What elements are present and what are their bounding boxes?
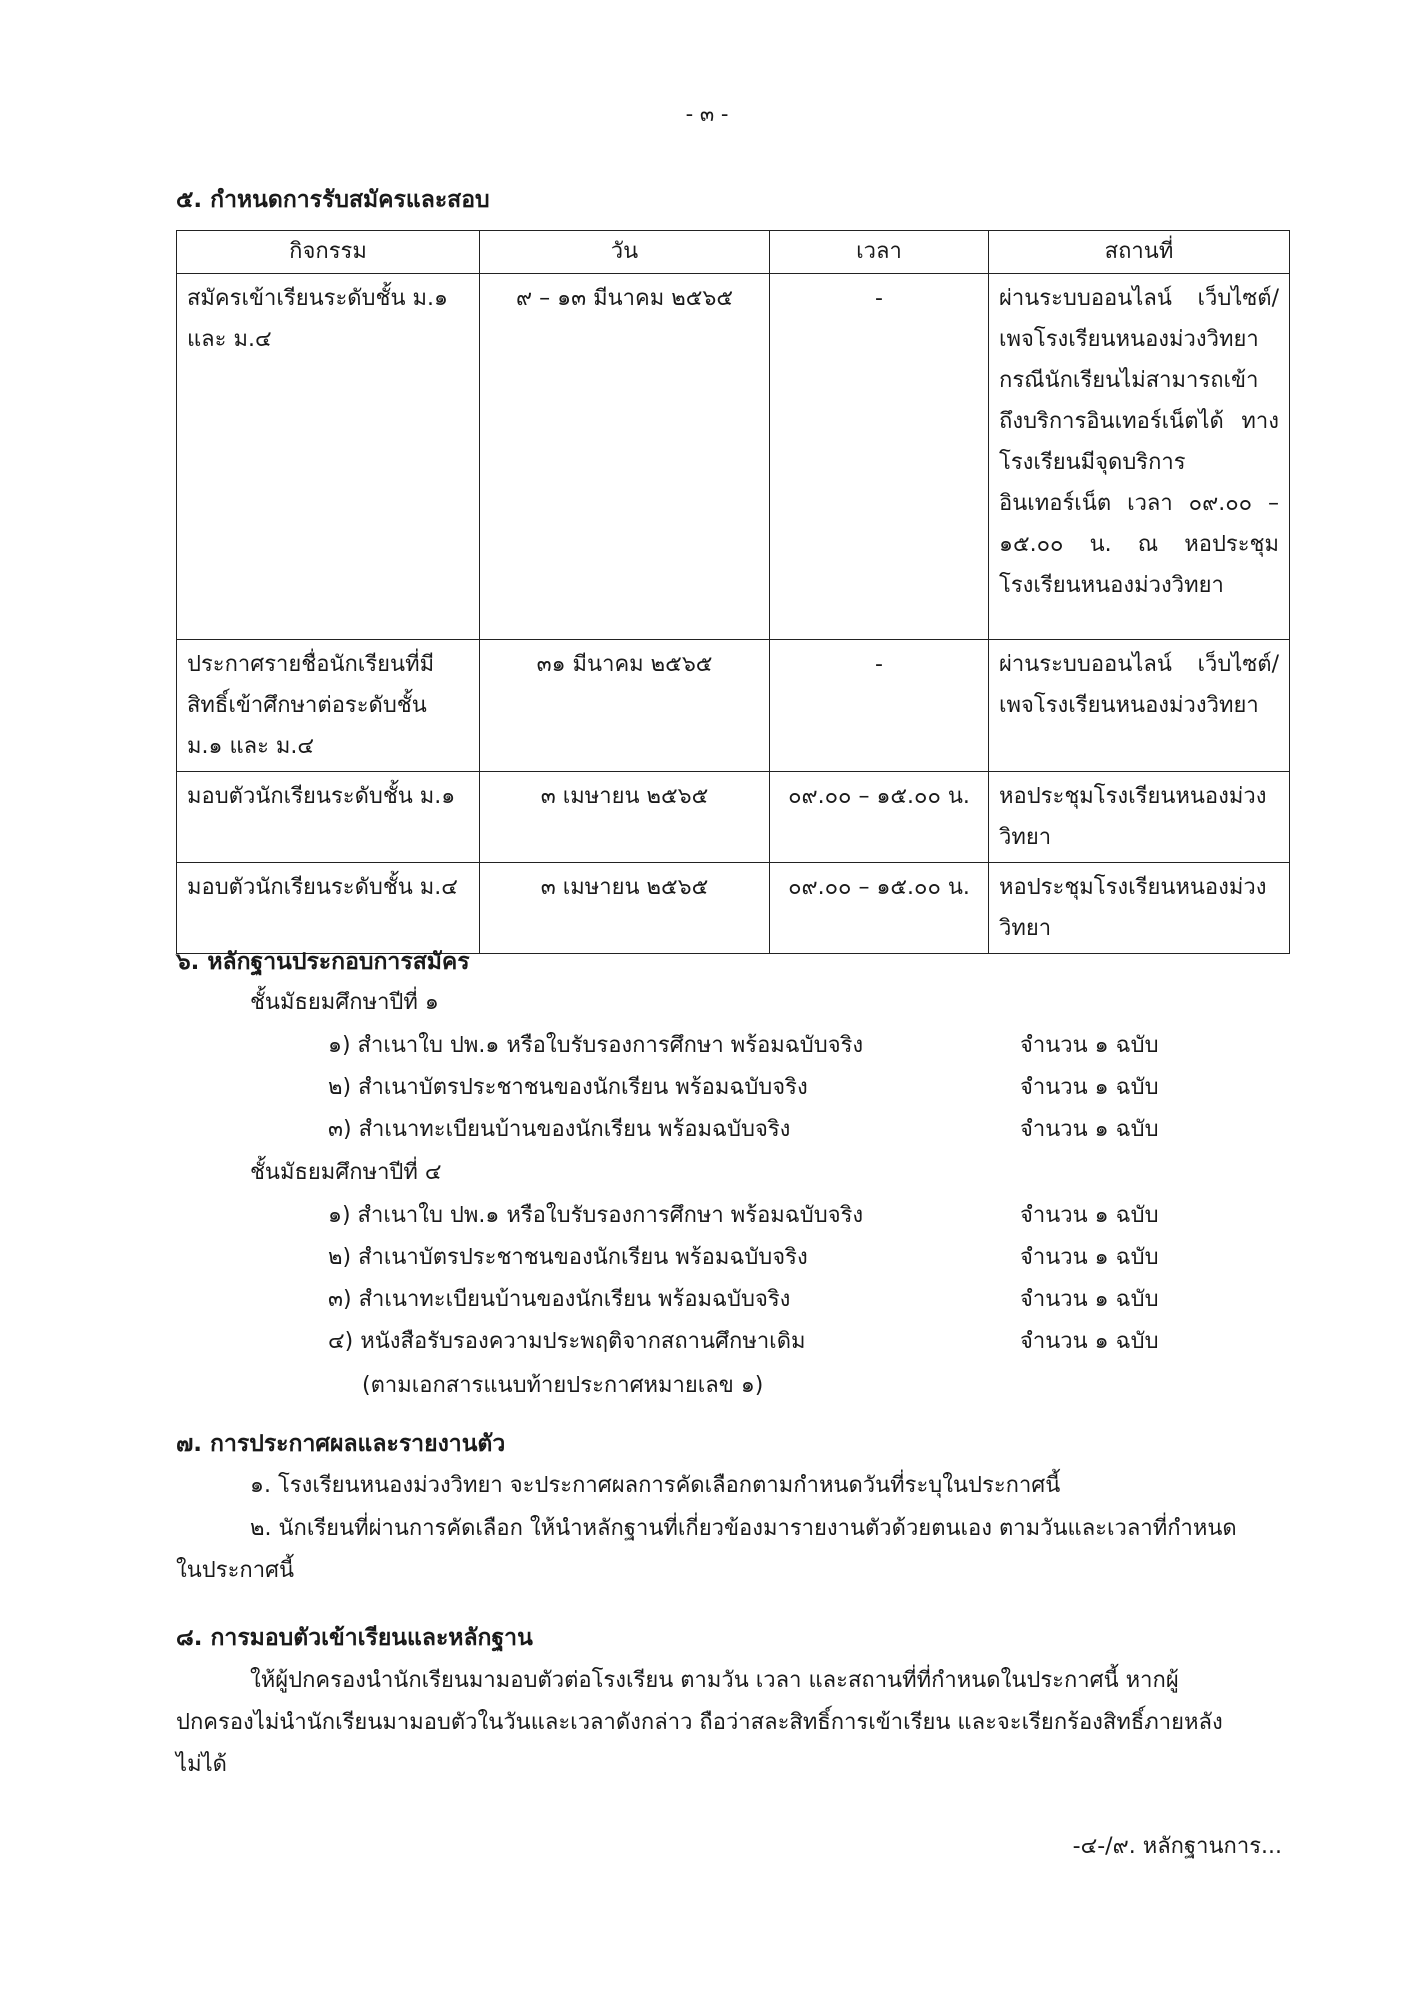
section6-heading: ๖. หลักฐานประกอบการสมัคร	[176, 949, 470, 975]
list-item: ๒) สำเนาบัตรประชาชนของนักเรียน พร้อมฉบับจริง	[328, 1075, 808, 1100]
page-number: - ๓ -	[685, 102, 729, 126]
copies-count: จำนวน ๑ ฉบับ	[1020, 1117, 1159, 1142]
attachment-note: (ตามเอกสารแนบท้ายประกาศหมายเลข ๑)	[362, 1373, 764, 1398]
copies-count: จำนวน ๑ ฉบับ	[1020, 1203, 1159, 1228]
col-header-date: วัน	[480, 231, 770, 274]
section8-heading: ๘. การมอบตัวเข้าเรียนและหลักฐาน	[176, 1625, 533, 1651]
table-row	[177, 274, 1290, 640]
col-header-place: สถานที่	[989, 231, 1290, 274]
list-item: ๓) สำเนาทะเบียนบ้านของนักเรียน พร้อมฉบับจริง	[328, 1287, 791, 1312]
cell-date: ๙ – ๑๓ มีนาคม ๒๕๖๕	[480, 274, 770, 640]
cell-time: -	[770, 274, 989, 640]
section7-heading: ๗. การประกาศผลและรายงานตัว	[176, 1431, 506, 1457]
section7-paragraph-2: ๒. นักเรียนที่ผ่านการคัดเลือก ให้นำหลักฐานที่เกี่ยวข้องมารายงานตัวด้วยตนเอง ตามวันและเวลาที่กำหนดในประกาศนี้	[176, 1516, 1237, 1583]
copies-count: จำนวน ๑ ฉบับ	[1020, 1033, 1159, 1058]
table-row	[177, 772, 1290, 863]
copies-count: จำนวน ๑ ฉบับ	[1020, 1287, 1159, 1312]
cell-date: ๓๑ มีนาคม ๒๕๖๕	[480, 640, 770, 772]
cell-time: ๐๙.๐๐ – ๑๕.๐๐ น.	[770, 772, 989, 863]
section8-paragraph: ให้ผู้ปกครองนำนักเรียนมามอบตัวต่อโรงเรียน ตามวัน เวลา และสถานที่ที่กำหนดในประกาศนี้ หากผู้ปกครองไม่นำนักเรียนมามอบตัวในวันและเวลาดังกล่าว ถือว่าสละสิทธิ์การเข้าเรียน และจะเรียกร้องสิทธิ์ภายหลังไม่ได้	[176, 1668, 1223, 1777]
m1-label: ชั้นมัธยมศึกษาปีที่ ๑	[250, 990, 439, 1015]
col-header-time: เวลา	[770, 231, 989, 274]
cell-place: ผ่านระบบออนไลน์ เว็บไซต์/เพจโรงเรียนหนองม่วงวิทยา	[989, 640, 1290, 772]
table-row	[177, 640, 1290, 772]
list-item: ๔) หนังสือรับรองความประพฤติจากสถานศึกษาเดิม	[328, 1329, 806, 1354]
cell-place: หอประชุมโรงเรียนหนองม่วงวิทยา	[989, 863, 1290, 954]
cell-activity: มอบตัวนักเรียนระดับชั้น ม.๔	[177, 863, 480, 954]
schedule-table	[176, 230, 1290, 954]
cell-time: -	[770, 640, 989, 772]
cell-place: ผ่านระบบออนไลน์ เว็บไซต์/เพจโรงเรียนหนองม่วงวิทยา กรณีนักเรียนไม่สามารถเข้าถึงบริการอินเทอร์เน็ตได้ ทางโรงเรียนมีจุดบริการอินเทอร์เน็ต เวลา ๐๙.๐๐ – ๑๕.๐๐ น. ณ หอประชุมโรงเรียนหนองม่วงวิทยา	[989, 274, 1290, 640]
list-item: ๒) สำเนาบัตรประชาชนของนักเรียน พร้อมฉบับจริง	[328, 1245, 808, 1270]
cell-activity: สมัครเข้าเรียนระดับชั้น ม.๑ และ ม.๔	[177, 274, 480, 640]
table-row	[177, 863, 1290, 954]
copies-count: จำนวน ๑ ฉบับ	[1020, 1075, 1159, 1100]
list-item: ๑) สำเนาใบ ปพ.๑ หรือใบรับรองการศึกษา พร้อมฉบับจริง	[328, 1033, 864, 1058]
cell-activity: มอบตัวนักเรียนระดับชั้น ม.๑	[177, 772, 480, 863]
table-header-row	[177, 231, 1290, 274]
cell-time: ๐๙.๐๐ – ๑๕.๐๐ น.	[770, 863, 989, 954]
continuation-text: -๔-/๙. หลักฐานการ...	[1072, 1834, 1282, 1859]
m4-label: ชั้นมัธยมศึกษาปีที่ ๔	[250, 1160, 442, 1185]
cell-date: ๓ เมษายน ๒๕๖๕	[480, 772, 770, 863]
cell-place: หอประชุมโรงเรียนหนองม่วงวิทยา	[989, 772, 1290, 863]
section5-heading: ๕. กำหนดการรับสมัครและสอบ	[176, 187, 490, 213]
col-header-activity: กิจกรรม	[177, 231, 480, 274]
list-item: ๑) สำเนาใบ ปพ.๑ หรือใบรับรองการศึกษา พร้อมฉบับจริง	[328, 1203, 864, 1228]
section7-paragraph-1: ๑. โรงเรียนหนองม่วงวิทยา จะประกาศผลการคัดเลือกตามกำหนดวันที่ระบุในประกาศนี้	[250, 1473, 1061, 1498]
list-item: ๓) สำเนาทะเบียนบ้านของนักเรียน พร้อมฉบับจริง	[328, 1117, 791, 1142]
cell-date: ๓ เมษายน ๒๕๖๕	[480, 863, 770, 954]
cell-activity: ประกาศรายชื่อนักเรียนที่มีสิทธิ์เข้าศึกษาต่อระดับชั้น ม.๑ และ ม.๔	[177, 640, 480, 772]
copies-count: จำนวน ๑ ฉบับ	[1020, 1329, 1159, 1354]
copies-count: จำนวน ๑ ฉบับ	[1020, 1245, 1159, 1270]
